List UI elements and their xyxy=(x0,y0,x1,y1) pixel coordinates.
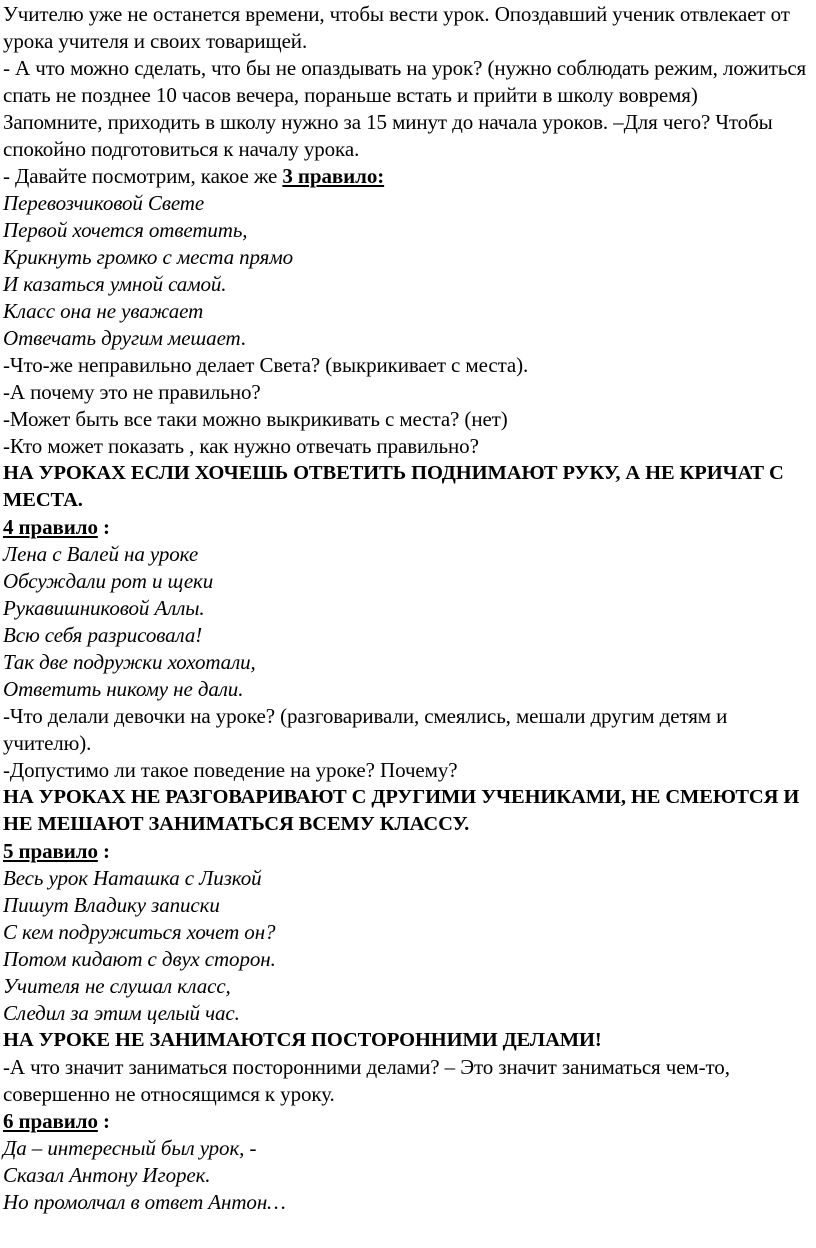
rule4-colon: : xyxy=(97,515,110,539)
rule5-colon: : xyxy=(97,839,110,863)
verse5-line: Пишут Владику записки xyxy=(3,893,220,917)
verse6-line: Да – интересный был урок, - xyxy=(3,1136,257,1160)
verse5-line: Следил за этим целый час. xyxy=(3,1001,240,1025)
rule4-statement: НА УРОКАХ НЕ РАЗГОВАРИВАЮТ С ДРУГИМИ УЧЕНИКАМИ, НЕ СМЕЮТСЯ И НЕ МЕШАЮТ ЗАНИМАТЬСЯ ВСЕМУ КЛАССУ. xyxy=(3,786,800,835)
verse5-line: Весь урок Наташка с Лизкой xyxy=(3,866,262,890)
paragraph-arrive-early: Запомните, приходить в школу нужно за 15 минут до начала уроков. –Для чего? Чтобы спокойно подготовиться к началу урока. xyxy=(3,110,773,161)
question-line: -А что значит заниматься посторонними делами? – Это значит заниматься чем-то, совершенно не относящимся к уроку. xyxy=(3,1055,730,1106)
paragraph-not-late-question: - А что можно сделать, что бы не опаздывать на урок? (нужно соблюдать режим, ложиться спать не позднее 10 часов вечера, пораньше встать и прийти в школу вовремя) xyxy=(3,56,807,107)
rule6-colon: : xyxy=(97,1109,110,1133)
verse3-line: Перевозчиковой Свете xyxy=(3,191,205,215)
verse3-line: Отвечать другим мешает xyxy=(3,326,241,350)
rule3-label: 3 правило: xyxy=(282,164,385,188)
rule3-statement: НА УРОКАХ ЕСЛИ ХОЧЕШЬ ОТВЕТИТЬ ПОДНИМАЮТ РУКУ, А НЕ КРИЧАТ С МЕСТА. xyxy=(3,462,784,511)
verse3-line: И казаться умной самой. xyxy=(3,272,227,296)
verse3-line: Класс она не уважает xyxy=(3,299,204,323)
question-line: -Что делали девочки на уроке? (разговаривали, смеялись, мешали другим детям и учителю). xyxy=(3,704,728,755)
verse3-line: Крикнуть громко с места прямо xyxy=(3,245,294,269)
rule5-heading xyxy=(3,838,812,865)
verse6-line: Сказал Антону Игорек. xyxy=(3,1163,211,1187)
verse5-line: Потом кидают с двух сторон. xyxy=(3,947,276,971)
question-line: -Допустимо ли такое поведение на уроке? Почему? xyxy=(3,758,458,782)
rule6-label: 6 правило xyxy=(3,1109,98,1133)
verse4-line: Ответить никому не дали. xyxy=(3,677,244,701)
verse3-period: . xyxy=(240,326,246,350)
verse5-line: Учителя не слушал класс, xyxy=(3,974,231,998)
question-line: -Кто может показать , как нужно отвечать правильно? xyxy=(3,434,479,458)
verse6-line: Но промолчал в ответ Антон… xyxy=(3,1190,286,1214)
verse5-line: С кем подружиться хочет он? xyxy=(3,920,276,944)
rule4-label: 4 правило xyxy=(3,515,98,539)
verse4-line: Лена с Валей на уроке xyxy=(3,542,199,566)
verse4-line: Всю себя разрисовала! xyxy=(3,623,203,647)
verse3-last-line xyxy=(3,325,812,352)
verse3-line: Первой хочется ответить, xyxy=(3,218,248,242)
verse4-line: Обсуждали рот и щеки xyxy=(3,569,214,593)
verse4-line: Так две подружки хохотали, xyxy=(3,650,256,674)
question-line: -Что-же неправильно делает Света? (выкрикивает с места). xyxy=(3,353,529,377)
rule3-intro-text: - Давайте посмотрим, какое же xyxy=(3,164,283,188)
rule5-label: 5 правило xyxy=(3,839,98,863)
paragraph-late-student: Учителю уже не останется времени, чтобы вести урок. Опоздавший ученик отвлекает от урока учителя и своих товарищей. xyxy=(3,2,790,53)
rule6-heading xyxy=(3,1108,812,1135)
rule5-statement: НА УРОКЕ НЕ ЗАНИМАЮТСЯ ПОСТОРОННИМИ ДЕЛАМИ! xyxy=(3,1029,602,1051)
paragraph-rule3-intro xyxy=(3,163,812,190)
rule4-heading xyxy=(3,514,812,541)
question-line: -А почему это не правильно? xyxy=(3,380,261,404)
question-line: -Может быть все таки можно выкрикивать с места? (нет) xyxy=(3,407,508,431)
verse4-line: Рукавишниковой Аллы. xyxy=(3,596,205,620)
